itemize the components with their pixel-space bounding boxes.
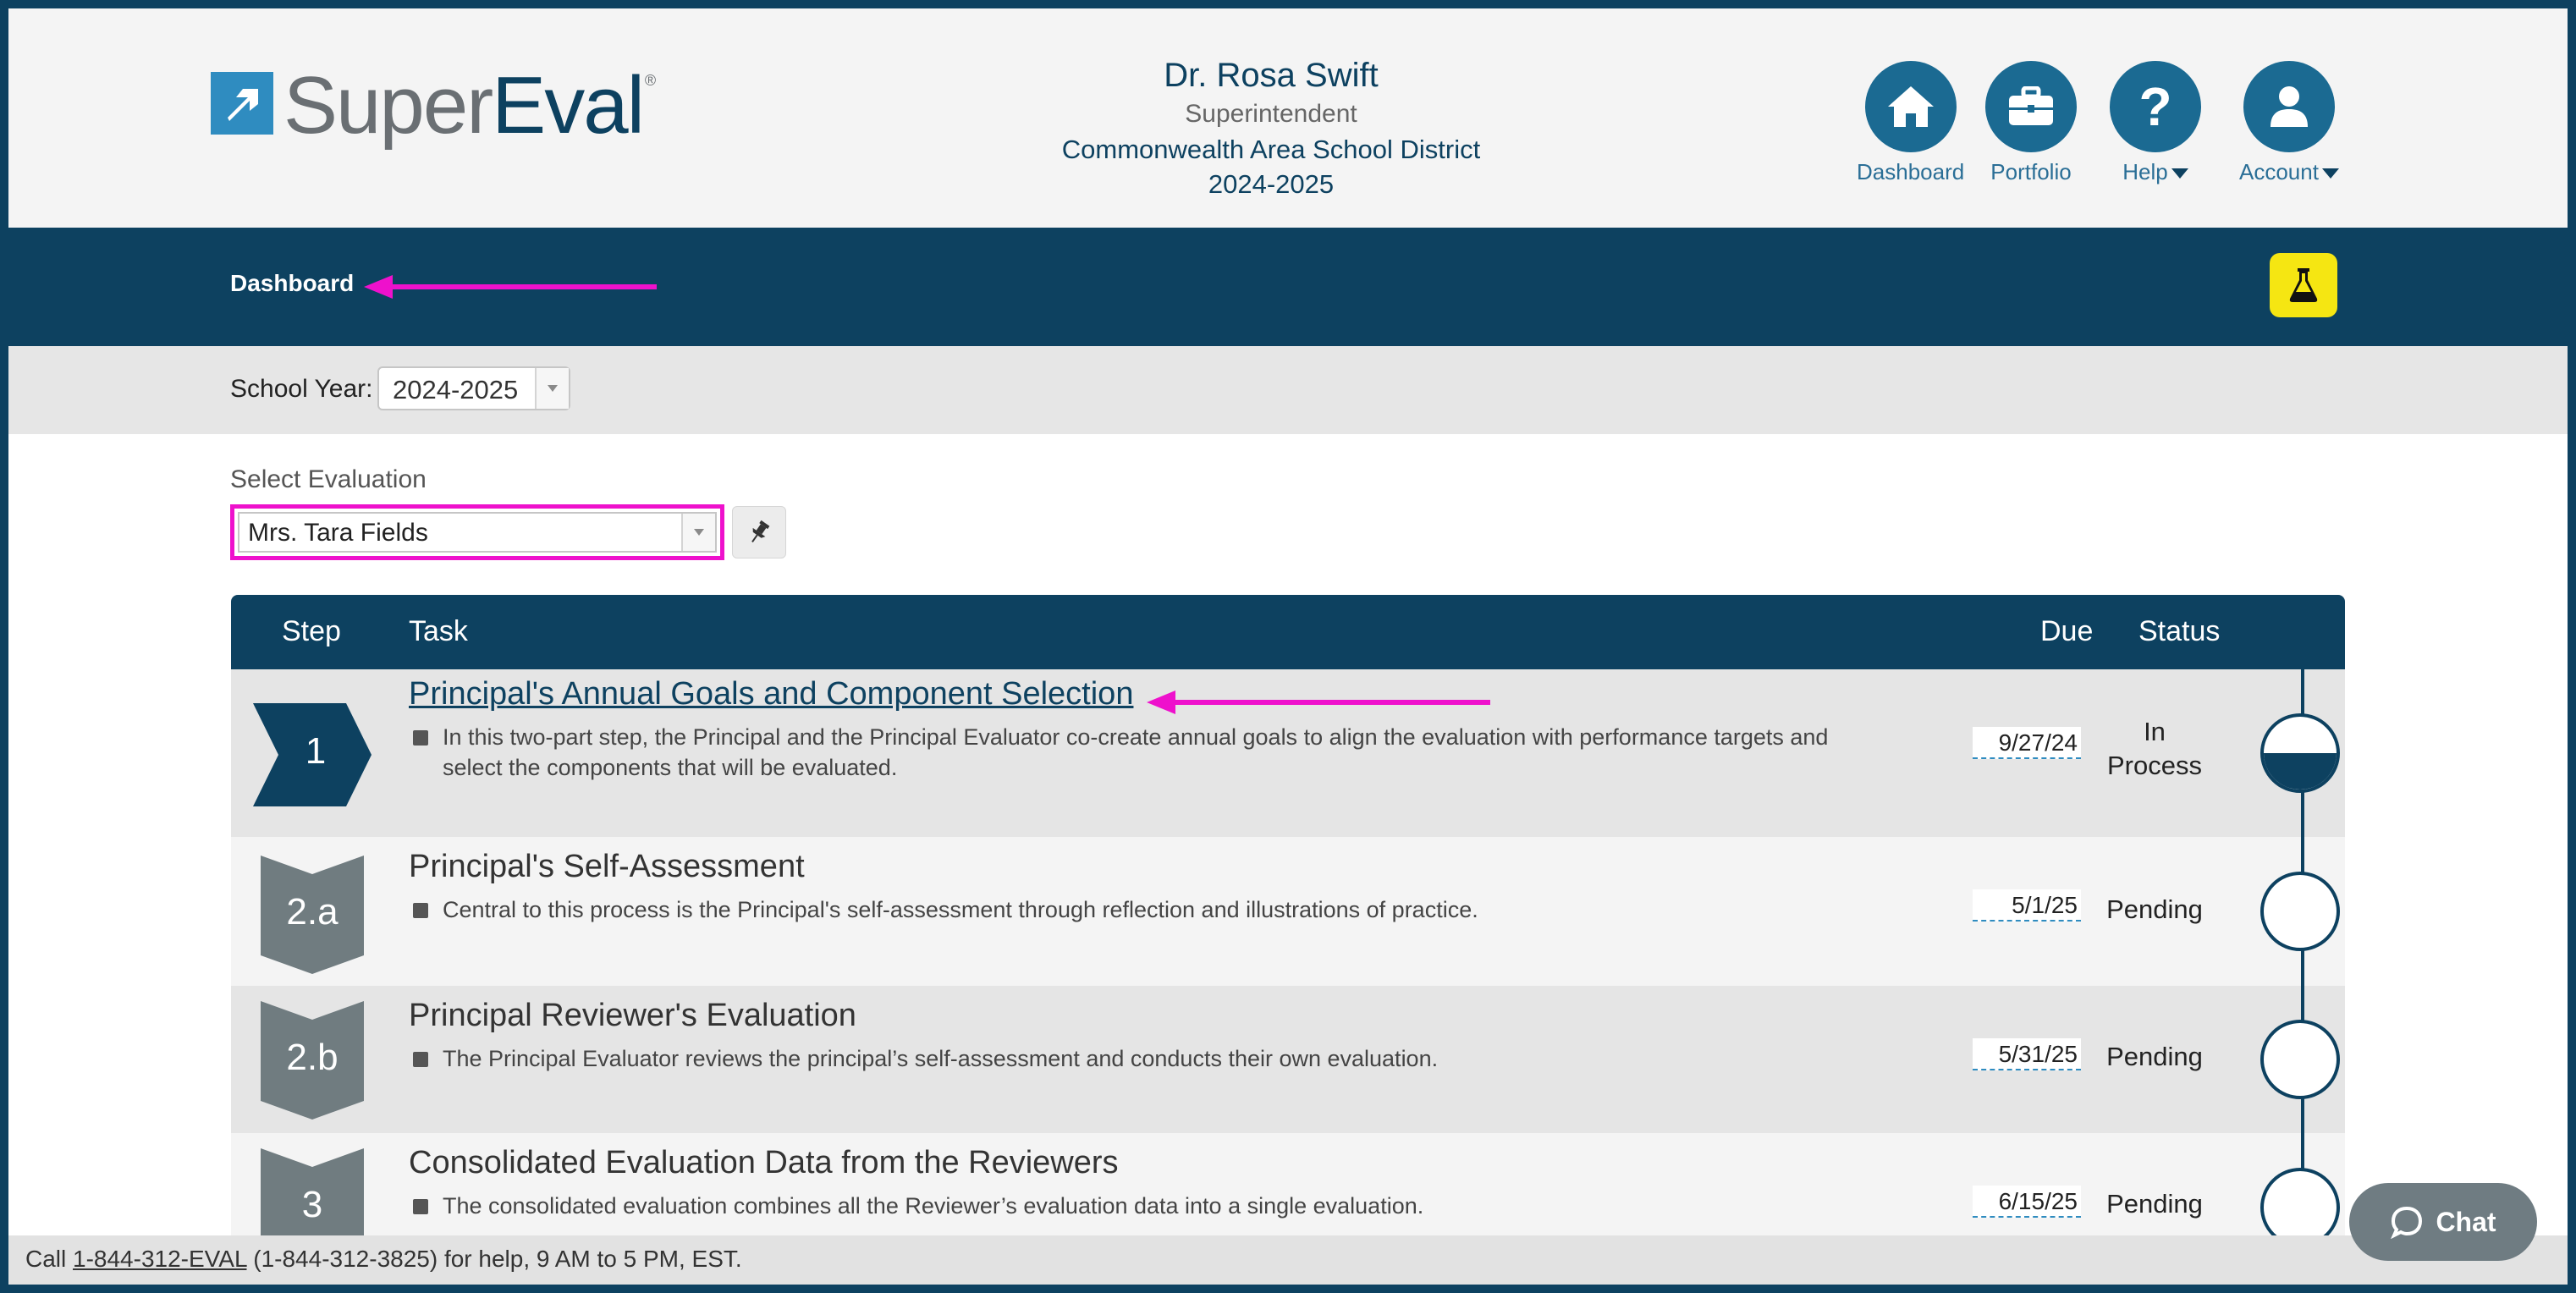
- user-name: Dr. Rosa Swift: [1164, 57, 1379, 94]
- bullet-icon: [413, 730, 428, 746]
- task-description: In this two-part step, the Principal and the Principal Evaluator co-create annual goals to align the evaluation with performance targets and select the components that will be evaluated.: [443, 724, 1829, 780]
- step-number: 1: [305, 730, 327, 772]
- question-icon: ?: [2110, 61, 2201, 152]
- breadcrumb-dashboard[interactable]: Dashboard: [230, 270, 355, 296]
- header-task: Task: [409, 615, 468, 647]
- task-link[interactable]: Principal's Annual Goals and Component Selection: [409, 676, 1134, 712]
- evaluation-steps-table: [231, 595, 2345, 1285]
- progress-fill: [2264, 753, 2337, 790]
- progress-circle: [2260, 872, 2340, 951]
- header-step: Step: [282, 615, 341, 647]
- user-icon: [2243, 61, 2335, 152]
- task-description: The Principal Evaluator reviews the principal’s self-assessment and conducts their own evaluation.: [443, 1046, 1439, 1071]
- due-date[interactable]: 6/15/25: [1973, 1186, 2081, 1218]
- table-row: [231, 837, 2345, 986]
- evaluation-select-value: Mrs. Tara Fields: [248, 519, 428, 547]
- chevron-down-icon[interactable]: [535, 368, 569, 409]
- bullet-icon: [413, 1052, 428, 1067]
- nav-help-button[interactable]: [2110, 61, 2201, 185]
- nav-dashboard-label: Dashboard: [1857, 159, 1965, 184]
- header-status: Status: [2138, 615, 2221, 647]
- chat-label: Chat: [2436, 1206, 2496, 1237]
- step-badge: [261, 856, 364, 974]
- superEval-logo[interactable]: [211, 60, 657, 151]
- logo-mark-icon: [211, 72, 273, 135]
- annotation-arrow-icon: [364, 273, 660, 300]
- app-window: [8, 8, 2568, 1285]
- flask-icon: [2289, 268, 2318, 302]
- task-title: Consolidated Evaluation Data from the Reviewers: [409, 1145, 1119, 1180]
- footer: [8, 1235, 2568, 1285]
- school-year-label: School Year:: [230, 375, 373, 403]
- chevron-down-icon: [2322, 168, 2339, 179]
- task-title: Principal's Self-Assessment: [409, 849, 805, 884]
- logo-eval: Eval: [492, 60, 643, 151]
- task-description: Central to this process is the Principal's self-assessment through reflection and illustrations of practice.: [443, 897, 1478, 922]
- school-year-select[interactable]: [377, 366, 570, 410]
- status-text: Pending: [2106, 1042, 2203, 1071]
- nav-account-label: Account: [2239, 159, 2319, 184]
- user-year: 2024-2025: [1208, 169, 1335, 199]
- nav-portfolio-label: Portfolio: [1990, 159, 2072, 184]
- home-icon: [1865, 61, 1957, 152]
- phone-link[interactable]: 1-844-312-EVAL: [73, 1246, 247, 1272]
- status-text: [2091, 715, 2218, 783]
- pin-button[interactable]: [732, 506, 786, 558]
- nav-dashboard-button[interactable]: [1857, 61, 1964, 185]
- evaluation-select-inner: [238, 512, 717, 553]
- progress-circle: [2260, 713, 2340, 793]
- status-text: Pending: [2106, 1189, 2203, 1219]
- bullet-icon: [413, 903, 428, 918]
- table-header: [231, 595, 2345, 669]
- task-title: Principal Reviewer's Evaluation: [409, 998, 856, 1033]
- due-date[interactable]: 5/31/25: [1973, 1038, 2081, 1070]
- user-title: Superintendent: [1185, 100, 1357, 128]
- footer-prefix: Call: [25, 1246, 74, 1272]
- flask-button[interactable]: [2270, 253, 2337, 317]
- user-info: [949, 54, 1593, 201]
- pin-icon: [747, 520, 771, 545]
- table-row: [231, 986, 2345, 1133]
- user-district: Commonwealth Area School District: [1061, 135, 1481, 164]
- school-year-value: 2024-2025: [393, 375, 519, 404]
- nav-portfolio-button[interactable]: [1985, 61, 2077, 185]
- step-number: 2.a: [286, 891, 339, 933]
- select-evaluation-label: Select Evaluation: [230, 465, 427, 493]
- chevron-down-icon[interactable]: [681, 514, 715, 551]
- status-line: Process: [2107, 751, 2202, 780]
- status-text: Pending: [2106, 894, 2203, 924]
- chat-button[interactable]: [2349, 1183, 2537, 1261]
- status-line: In: [2144, 717, 2166, 746]
- chevron-down-icon: [2171, 168, 2188, 179]
- task-description: The consolidated evaluation combines all the Reviewer’s evaluation data into a single evaluation.: [443, 1193, 1424, 1219]
- bullet-icon: [413, 1199, 428, 1214]
- logo-text: [283, 60, 643, 151]
- header-due: Due: [2040, 615, 2094, 647]
- nav-help-label: Help: [2122, 159, 2168, 184]
- footer-help-text: [25, 1246, 742, 1273]
- logo-super: Super: [283, 60, 493, 151]
- school-year-bar: [8, 346, 2568, 434]
- footer-suffix: (1-844-312-3825) for help, 9 AM to 5 PM, EST.: [246, 1246, 742, 1272]
- briefcase-icon: [1985, 61, 2077, 152]
- header: [8, 8, 2568, 228]
- progress-circle: [2260, 1020, 2340, 1099]
- logo-registered-mark: ®: [644, 72, 657, 89]
- due-date[interactable]: 5/1/25: [1973, 889, 2081, 922]
- step-number: 3: [301, 1184, 323, 1225]
- breadcrumb-bar: [8, 228, 2568, 346]
- chat-icon: [2390, 1205, 2424, 1239]
- nav-account-button[interactable]: [2239, 61, 2339, 185]
- step-badge: [253, 703, 372, 806]
- step-number: 2.b: [286, 1037, 339, 1078]
- annotation-arrow-icon: [1147, 688, 1494, 717]
- evaluation-select[interactable]: [230, 504, 724, 560]
- due-date[interactable]: 9/27/24: [1973, 727, 2081, 759]
- step-badge: [261, 1001, 364, 1120]
